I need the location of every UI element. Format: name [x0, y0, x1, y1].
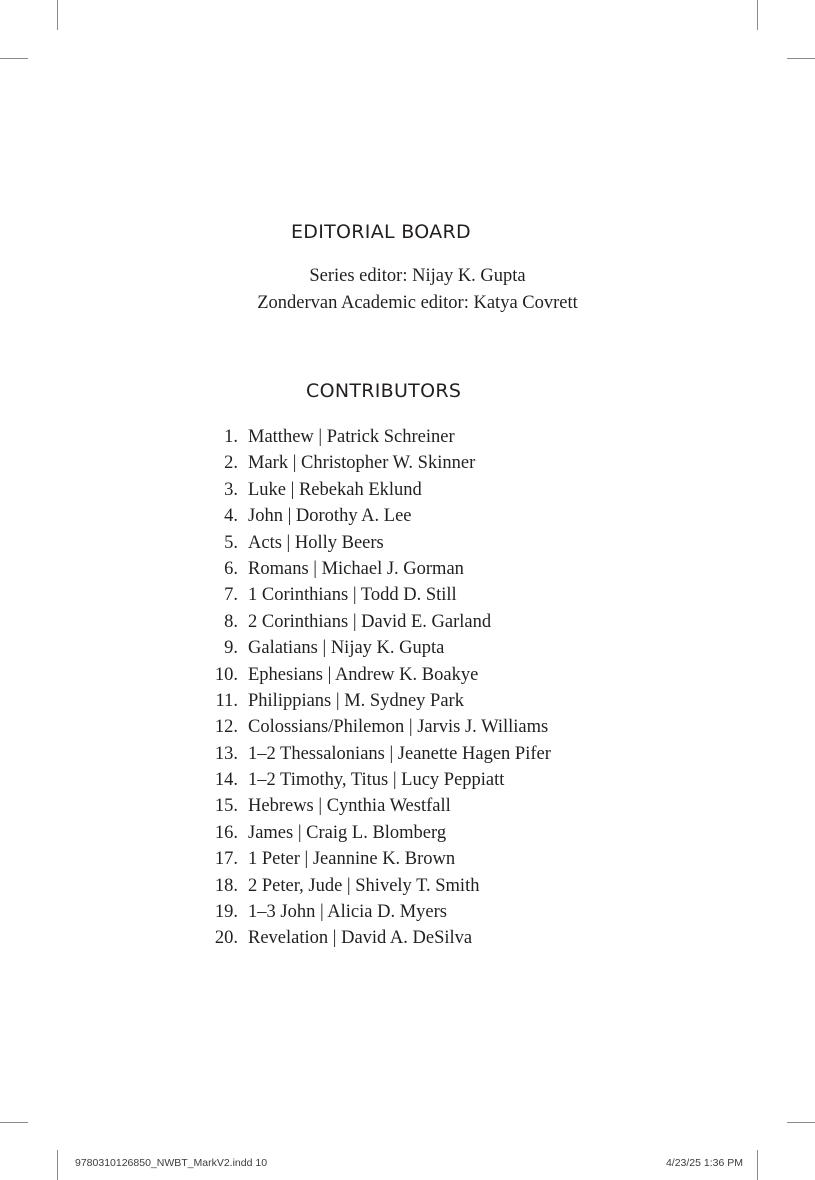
contributors-heading: CONTRIBUTORS	[306, 380, 462, 402]
list-item-number: 16.	[214, 822, 238, 843]
list-item-number: 10.	[214, 664, 238, 685]
academic-editor-line: Zondervan Academic editor: Katya Covrett	[257, 293, 578, 313]
list-item-text: Ephesians | Andrew K. Boakye	[248, 664, 479, 685]
crop-mark	[57, 1150, 58, 1180]
list-item-text: Luke | Rebekah Eklund	[248, 479, 422, 500]
crop-mark	[787, 1122, 815, 1123]
list-item	[200, 662, 551, 688]
list-item	[200, 820, 551, 846]
list-item-text: Mark | Christopher W. Skinner	[248, 453, 476, 474]
list-item-number: 13.	[214, 743, 238, 764]
list-item-number: 17.	[214, 849, 238, 870]
list-item-number: 2.	[224, 453, 238, 474]
list-item	[200, 503, 551, 529]
list-item	[200, 424, 551, 450]
list-item-text: Philippians | M. Sydney Park	[248, 690, 464, 711]
list-item	[200, 582, 551, 608]
crop-mark	[787, 58, 815, 59]
series-editor-line: Series editor: Nijay K. Gupta	[309, 266, 526, 286]
list-item-number: 18.	[214, 875, 238, 896]
list-item-text: 1–2 Timothy, Titus | Lucy Peppiatt	[248, 770, 505, 791]
list-item	[200, 741, 551, 767]
list-item-text: 1–2 Thessalonians | Jeanette Hagen Pifer	[248, 743, 551, 764]
list-item	[200, 714, 551, 740]
slug-timestamp: 4/23/25 1:36 PM	[665, 1157, 743, 1169]
list-item-number: 6.	[224, 558, 238, 579]
list-item-text: 2 Corinthians | David E. Garland	[248, 611, 492, 632]
list-item-number: 8.	[224, 611, 238, 632]
list-item	[200, 609, 551, 635]
list-item	[200, 873, 551, 899]
list-item	[200, 793, 551, 819]
list-item	[200, 925, 551, 951]
list-item	[200, 530, 551, 556]
list-item-number: 9.	[224, 638, 238, 659]
list-item	[200, 846, 551, 872]
list-item	[200, 688, 551, 714]
list-item-number: 19.	[214, 902, 238, 923]
list-item-number: 12.	[214, 717, 238, 738]
list-item	[200, 767, 551, 793]
list-item-number: 3.	[224, 479, 238, 500]
crop-mark	[757, 1150, 758, 1180]
list-item-number: 4.	[224, 506, 238, 527]
list-item-number: 20.	[214, 928, 238, 949]
crop-mark	[57, 0, 58, 30]
list-item-number: 14.	[214, 770, 238, 791]
list-item-number: 1.	[224, 427, 238, 447]
crop-mark	[0, 1122, 28, 1123]
list-item-text: Galatians | Nijay K. Gupta	[248, 638, 445, 659]
list-item-text: John | Dorothy A. Lee	[248, 506, 412, 527]
list-item-text: Hebrews | Cynthia Westfall	[248, 796, 451, 817]
list-item	[200, 899, 551, 925]
list-item-number: 11.	[215, 690, 238, 711]
contributors-list	[200, 424, 551, 952]
list-item	[200, 477, 551, 503]
list-item-text: Acts | Holly Beers	[248, 532, 384, 553]
crop-mark	[757, 0, 758, 30]
crop-mark	[0, 58, 28, 59]
list-item-text: Colossians/Philemon | Jarvis J. Williams	[248, 717, 549, 738]
list-item-text: Romans | Michael J. Gorman	[248, 558, 464, 579]
list-item	[200, 450, 551, 476]
list-item-text: James | Craig L. Blomberg	[248, 822, 447, 843]
editorial-board-heading: EDITORIAL BOARD	[291, 221, 471, 243]
list-item	[200, 556, 551, 582]
list-item-text: 1 Peter | Jeannine K. Brown	[248, 849, 456, 870]
list-item-text: 1–3 John | Alicia D. Myers	[248, 902, 447, 923]
list-item-number: 7.	[224, 585, 238, 606]
list-item-number: 15.	[214, 796, 238, 817]
list-item-text: 2 Peter, Jude | Shively T. Smith	[248, 875, 480, 896]
list-item-text: Matthew | Patrick Schreiner	[248, 427, 455, 447]
slug-file-info: 9780310126850_NWBT_MarkV2.indd 10	[75, 1157, 268, 1169]
list-item-number: 5.	[224, 532, 238, 553]
list-item-text: 1 Corinthians | Todd D. Still	[248, 585, 457, 606]
list-item-text: Revelation | David A. DeSilva	[248, 928, 473, 949]
list-item	[200, 635, 551, 661]
